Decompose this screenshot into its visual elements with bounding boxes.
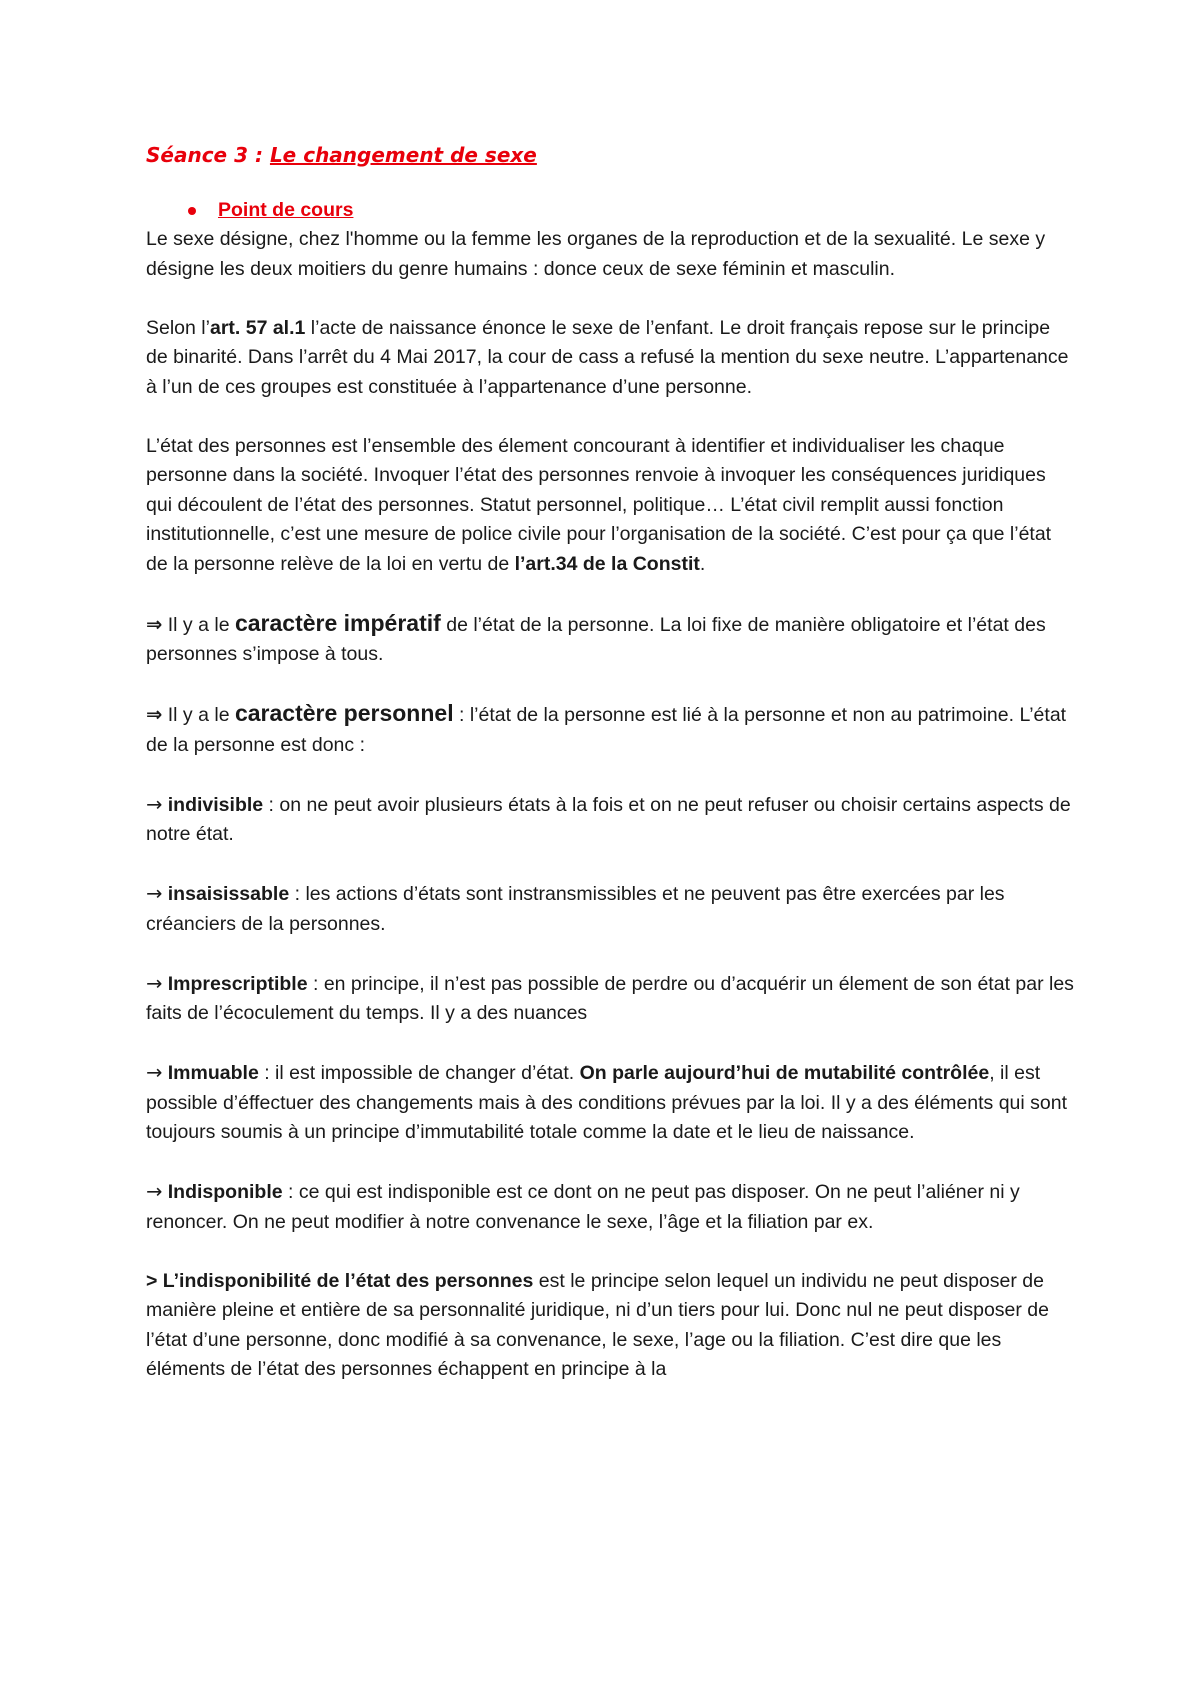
term: Imprescriptible: [167, 972, 308, 995]
paragraph-definition: Le sexe désigne, chez l'homme ou la femme les organes de la reproduction et de la sexualité. Le sexe y désigne les deux moitiers du genre humains : donce ceux de sexe féminin et masculin.: [146, 228, 1046, 280]
term-imperatif: caractère impératif: [234, 609, 441, 636]
paragraph-etat-personnes: L’état des personnes est l’ensemble des élement concourant à identifier et individualiser les chaque personne dans la société. Invoquer l’état des personnes renvoie à invoquer les conséquences juridiques qui découlent de l’état des personnes. Statut personnel, politique… L’état civil remplit aussi fonction institutionnelle, c’est une mesure de police civile pour l’organisation de la société. C’est pour ça que l’état de la personne relève de la loi en vertu de l’art.34 de la Constit.: [146, 434, 1052, 575]
term: insaisissable: [167, 883, 290, 905]
term-indisponibilite: > L’indisponibilité de l’état des personnes: [146, 1269, 534, 1292]
list-item-insaisissable: → insaisissable : les actions d’états sont instransmissibles et ne peuvent pas être exercées par les créanciers de la personnes.: [146, 882, 1005, 935]
list-item-indivisible: → indivisible : on ne peut avoir plusieurs états à la fois et on ne peut refuser ou choisir certains aspects de notre état.: [146, 792, 1071, 845]
term: indivisible: [167, 793, 264, 816]
document-title: [146, 140, 1076, 170]
list-item-imprescriptible: → Imprescriptible : en principe, il n’est pas possible de perdre ou d’acquérir un élement de son état par les faits de l’écoculement du temps. Il y a des nuances: [146, 971, 1074, 1024]
paragraph-art57: Selon l’art. 57 al.1 l’acte de naissance énonce le sexe de l’enfant. Le droit français repose sur le principe de binarité. Dans l’arrêt du 4 Mai 2017, la cour de cass a refusé la mention du sexe neutre. L’appartenance à l’un de ces groupes est constituée à l’appartenance d’une personne.: [146, 316, 1069, 398]
term: Immuable: [167, 1062, 259, 1084]
arrow-icon: →: [146, 792, 163, 816]
paragraph-imperatif: ⇒ Il y a le caractère impératif de l’état de la personne. La loi fixe de manière obligatoire et l’état des personnes s’impose à tous.: [146, 609, 1046, 665]
arrow-icon: →: [146, 1180, 163, 1203]
section-heading: [146, 196, 1076, 225]
bullet-icon: [188, 207, 196, 215]
term-personnel: caractère personnel: [234, 700, 454, 726]
ref-art34: l’art.34 de la Constit: [514, 552, 700, 575]
list-item-indisponible: → Indisponible : ce qui est indisponible est ce dont on ne peut pas disposer. On ne peut l’aliéner ni y renoncer. On ne peut modifier à notre convenance le sexe, l’âge et la filiation par ex.: [146, 1180, 1020, 1233]
title-prefix: Séance 3 :: [146, 143, 270, 167]
double-arrow-icon: ⇒: [146, 703, 163, 726]
paragraph-personnel: ⇒ Il y a le caractère personnel : l’état de la personne est lié à la personne et non au patrimoine. L’état de la personne est donc :: [146, 700, 1067, 756]
list-item-immuable: → Immuable : il est impossible de changer d’état. On parle aujourd’hui de mutabilité contrôlée, il est possible d’éffectuer des changements mais à des conditions prévues par la loi. Il y a des éléments qui sont toujours soumis à un principe d’immutabilité totale comme la date et le lieu de naissance.: [146, 1061, 1067, 1143]
section-heading-label: Point de cours: [218, 199, 354, 221]
term: Indisponible: [167, 1181, 283, 1203]
document-body: [146, 140, 1076, 1385]
mutabilite-controlee: On parle aujourd’hui de mutabilité contrôlée: [579, 1062, 990, 1084]
double-arrow-icon: ⇒: [146, 612, 163, 636]
title-underlined: Le changement de sexe: [269, 143, 537, 167]
arrow-icon: →: [146, 882, 163, 905]
ref-art57: art. 57 al.1: [209, 316, 306, 339]
paragraph-indisponibilite: > L’indisponibilité de l’état des personnes est le principe selon lequel un individu ne peut disposer de manière pleine et entière de sa personnalité juridique, ni d’un tiers pour lui. Donc nul ne peut disposer de l’état d’une personne, donc modifié à sa convenance, le sexe, l’age ou la filiation. C’est dire que les éléments de l’état des personnes échappent en principe à la: [146, 1269, 1049, 1380]
arrow-icon: →: [146, 971, 163, 995]
arrow-icon: →: [146, 1061, 163, 1084]
